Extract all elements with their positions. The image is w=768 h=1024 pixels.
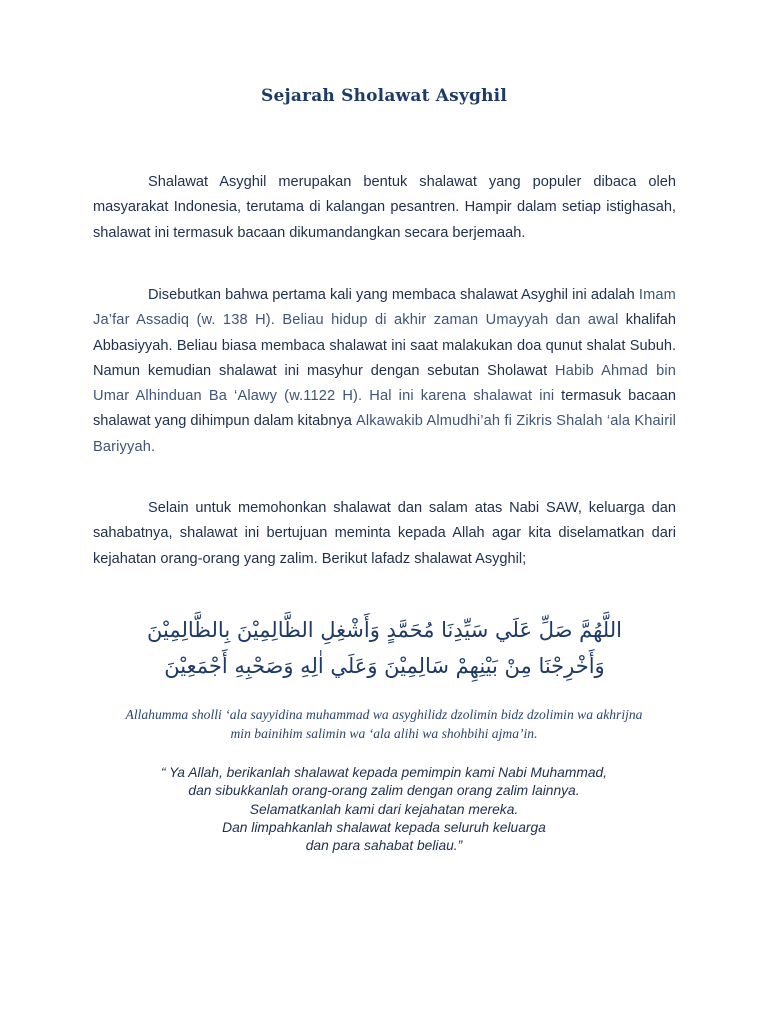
paragraph-intro: Shalawat Asyghil merupakan bentuk shalawat yang populer dibaca oleh masyarakat Indonesia, terutama di kalangan pesantren. Hampir dalam setiap istighasah, shalawat ini termasuk bacaan dikumandangkan secara berjemaah.: [93, 174, 676, 241]
paragraph-history-text-a: Disebutkan bahwa pertama kali yang membaca shalawat Asyghil ini adalah: [148, 287, 639, 303]
reference-habib-ahmad: Habib Ahmad bin Umar Alhinduan Ba ‘Alawy (w.1122 H). Hal ini karena shalawat ini: [93, 362, 676, 405]
paragraph-purpose: Selain untuk memohonkan shalawat dan salam atas Nabi SAW, keluarga dan sahabatnya, shalawat ini bertujuan meminta kepada Allah agar kita diselamatkan dari kejahatan orang-orang yang zalim. Berikut lafadz shalawat Asyghil;: [93, 500, 676, 567]
translation-line: dan sibukkanlah orang-orang zalim dengan orang zalim lainnya.: [188, 783, 580, 799]
translation-line: Selamatkanlah kami dari kejahatan mereka.: [249, 801, 519, 817]
reference-kitab-title: Alkawakib Almudhi’ah fi Zikris Shalah ‘ala Khairil Bariyyah.: [93, 413, 676, 455]
translation: [100, 764, 668, 855]
translation-line: Dan limpahkanlah shalawat kepada seluruh keluarga: [222, 819, 546, 835]
page-title: Sejarah Sholawat Asyghil: [261, 86, 507, 106]
paragraph-history-text-b: khalifah Abbasiyyah. Beliau biasa membaca shalawat ini saat malakukan doa qunut shalat Subuh. Namun kemudian shalawat ini masyhur dengan sebutan Sholawat: [93, 312, 676, 379]
arabic-line-2: وَأَخْرِجْنَا مِنْ بَيْنِهِمْ سَالِمِيْنَ وَعَلَي اٰلِهِ وَصَحْبِهِ أَجْمَعِيْنَ: [164, 654, 605, 678]
transliteration: Allahumma sholli ‘ala sayyidina muhammad wa asyghilidz dzolimin bidz dzolimin wa akhrijna min bainihim salimin wa ‘ala alihi wa shohbihi ajma’in.: [125, 707, 643, 741]
paragraph-history: [93, 283, 676, 460]
translation-line: dan para sahabat beliau.”: [305, 838, 463, 854]
arabic-line-1: اللَّهُمَّ صَلِّ عَلَي سَيِّدِنَا مُحَمَّدٍ وَأَشْغِلِ الظَّالِمِيْنَ بِالظَّالِمِيْنَ: [147, 618, 622, 642]
reference-imam-jafar: Imam Ja’far Assadiq (w. 138 H). Beliau hidup di akhir zaman Umayyah dan awal: [93, 287, 676, 329]
translation-line: “ Ya Allah, berikanlah shalawat kepada pemimpin kami Nabi Muhammad,: [160, 765, 608, 780]
paragraph-history-text-c: termasuk bacaan shalawat yang dihimpun dalam kitabnya: [93, 388, 676, 430]
